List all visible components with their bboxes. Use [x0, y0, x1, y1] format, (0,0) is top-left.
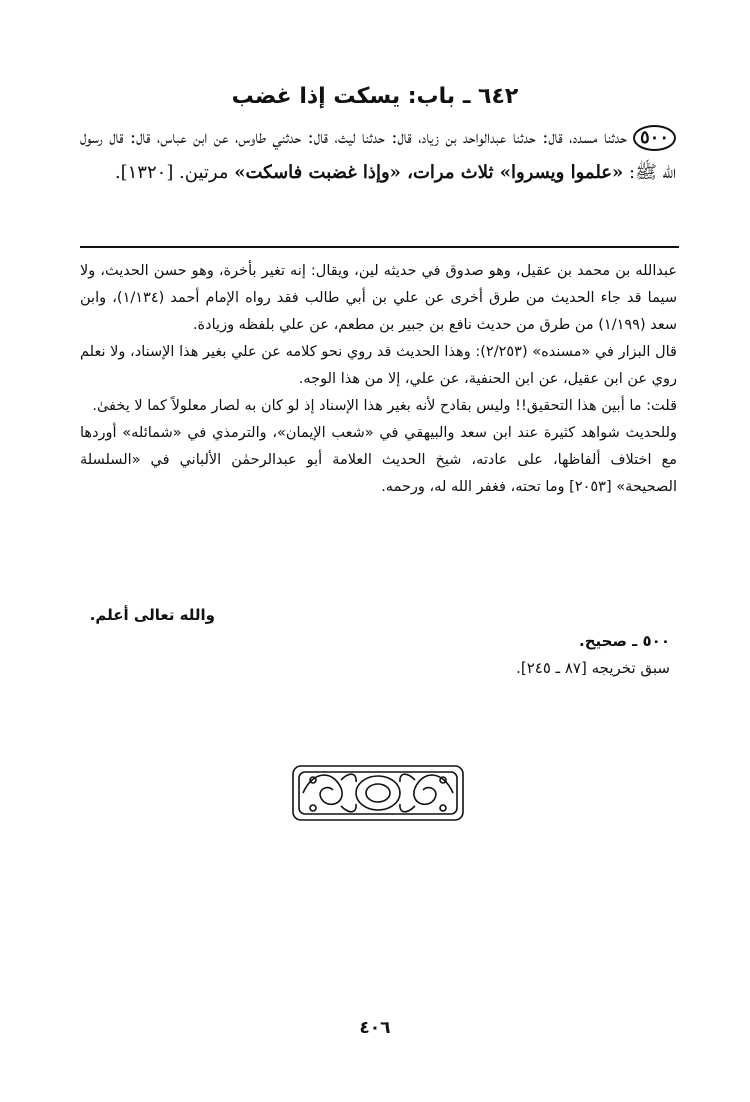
decorative-ornament-icon — [283, 758, 473, 828]
grading-title: ٥٠٠ ـ صحيح. — [579, 632, 670, 650]
hadith-isnad: حدثنا مسدد، قال: حدثنا عبدالواحد بن زياد، قال: حدثنا ليث، قال: حدثني طاوس، عن ابن عباس، قال: قال رسول الله ﷺ: — [80, 127, 676, 183]
closing-phrase: والله تعالى أعلم. — [89, 606, 215, 624]
hadith-number-badge: ٥٠٠ — [633, 125, 676, 151]
footnote-divider — [80, 246, 679, 248]
commentary-paragraph: عبدالله بن محمد بن عقيل، وهو صدوق في حديثه لين، ويقال: إنه تغير بأخرة، وهو حسن الحديث، ولا سيما قد جاء الحديث من طرق أخرى عن علي بن أبي طالب فقد رواه الإمام أحمد (١/١٣٤)، وابن سعد (١/١٩٩) من طرق من حديث نافع بن جبير بن مطعم، عن علي بلفظه وزيادة. — [80, 263, 677, 333]
grading-text: سبق تخريجه [٨٧ ـ ٢٤٥]. — [516, 659, 670, 677]
chapter-title: ٦٤٢ ـ باب: يسكت إذا غضب — [231, 84, 519, 109]
hadith-ending: مرتين. [١٣٢٠]. — [114, 162, 229, 183]
hadith-quote: «علموا ويسروا» ثلاث مرات، «وإذا غضبت فاسكت» — [234, 162, 624, 183]
commentary — [80, 258, 677, 501]
hadith-text — [80, 120, 676, 190]
grading-block — [80, 628, 670, 682]
commentary-paragraph: قلت: ما أبين هذا التحقيق!! وليس بقادح لأنه بغير هذا الإسناد إذ لو كان به لصار معلولاً كما لا يخفىٰ. — [92, 398, 677, 414]
page-number: ٤٠٦ — [359, 1018, 391, 1038]
commentary-paragraph: قال البزار في «مسنده» (٢/٢٥٣): وهذا الحديث قد روي نحو كلامه عن علي بغير هذا الإسناد، ولا نعلم روي عن ابن عقيل، عن ابن الحنفية، عن علي، إلا من هذا الوجه. — [80, 344, 677, 387]
commentary-paragraph: وللحديث شواهد كثيرة عند ابن سعد والبيهقي في «شعب الإيمان»، والترمذي في «شمائله» أوردها مع اختلاف ألفاظها، على عادته، شيخ الحديث العلامة أبو عبدالرحمٰن الألباني في «السلسلة الصحيحة» [٢٠٥٣] وما تحته، فغفر الله له، ورحمه. — [80, 425, 677, 495]
